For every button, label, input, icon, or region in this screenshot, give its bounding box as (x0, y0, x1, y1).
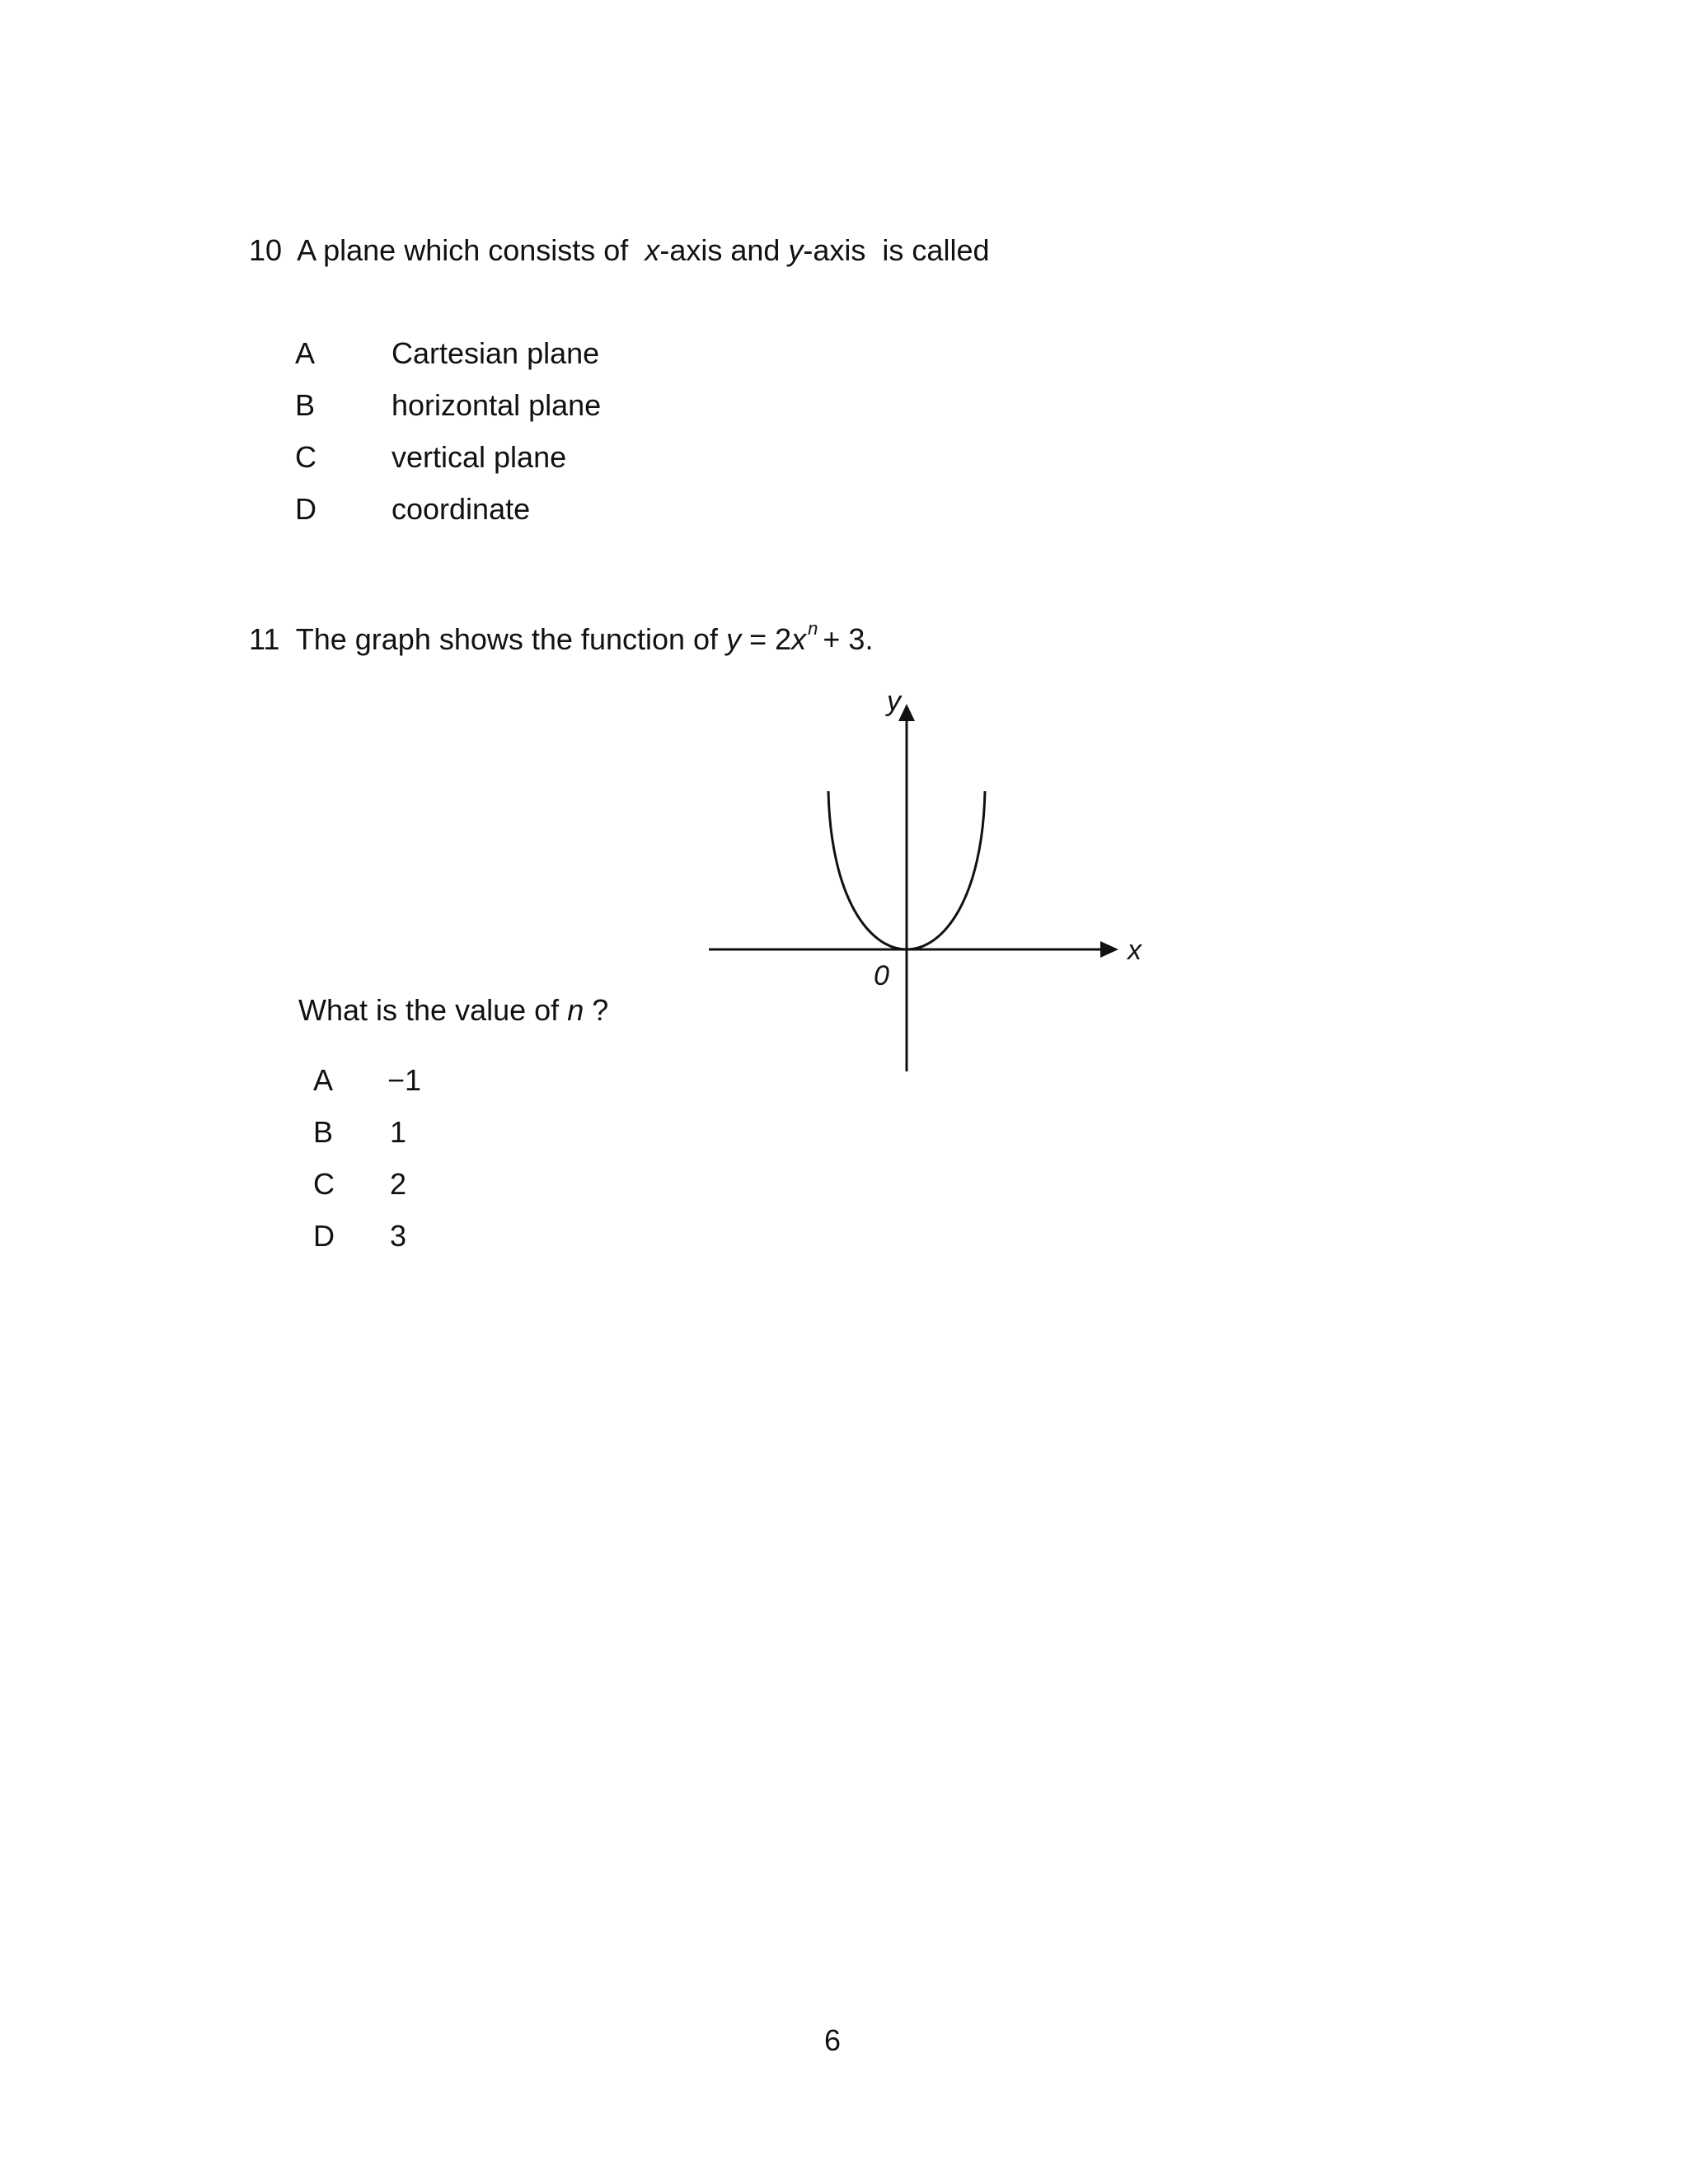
q11-option-a-text: −1 (387, 1063, 422, 1097)
q11-option-b-text: 1 (390, 1115, 407, 1149)
q11-option-a-letter: A (313, 1063, 334, 1097)
x-axis-label: x (1128, 935, 1142, 966)
q11-question-pre: What is the value of (298, 993, 560, 1027)
q11-eq-mid: = 2 (749, 622, 792, 656)
q10-option-d-text: coordinate (392, 492, 531, 526)
q10-x-var: x (645, 233, 660, 267)
q10-option-c-text: vertical plane (392, 440, 567, 474)
q10-option-b-text: horizontal plane (392, 388, 602, 422)
q10-axis-called: -axis is called (803, 233, 990, 267)
q11-option-d-text: 3 (390, 1219, 407, 1253)
q10-stem (249, 233, 990, 268)
y-axis-arrow-icon (898, 704, 915, 721)
q11-option-b-letter: B (313, 1115, 334, 1149)
q11-y-var: y (726, 622, 742, 656)
q10-option-c-letter: C (295, 440, 316, 474)
q10-option-d-letter: D (295, 492, 316, 526)
q10-y-var: y (788, 233, 804, 267)
q11-exponent: n (808, 618, 818, 639)
q10-stem-pre: A plane which consists of (297, 233, 629, 267)
q11-question-end: ? (592, 993, 609, 1027)
page-number: 6 (824, 2023, 842, 2057)
q10-option-a-letter: A (295, 336, 316, 370)
q11-eq-end: + 3. (823, 622, 874, 656)
q10-number: 10 (249, 233, 283, 267)
q11-option-d-letter: D (313, 1219, 335, 1253)
q11-stem (249, 618, 874, 661)
q10-option-a-text: Cartesian plane (392, 336, 600, 370)
q11-option-c-letter: C (313, 1167, 335, 1201)
q11-n-var: n (567, 993, 584, 1027)
q10-option-b-letter: B (295, 388, 316, 422)
q10-axis-and: -axis and (659, 233, 781, 267)
q11-x-var: x (791, 622, 807, 656)
q11-graph (692, 684, 1154, 1080)
q11-stem-pre: The graph shows the function of (295, 622, 719, 656)
q11-option-c-text: 2 (390, 1167, 407, 1201)
q11-number: 11 (249, 622, 280, 656)
q11-question (298, 993, 608, 1028)
origin-label: 0 (874, 960, 889, 991)
y-axis-label: y (887, 686, 901, 717)
x-axis-arrow-icon (1100, 941, 1118, 958)
